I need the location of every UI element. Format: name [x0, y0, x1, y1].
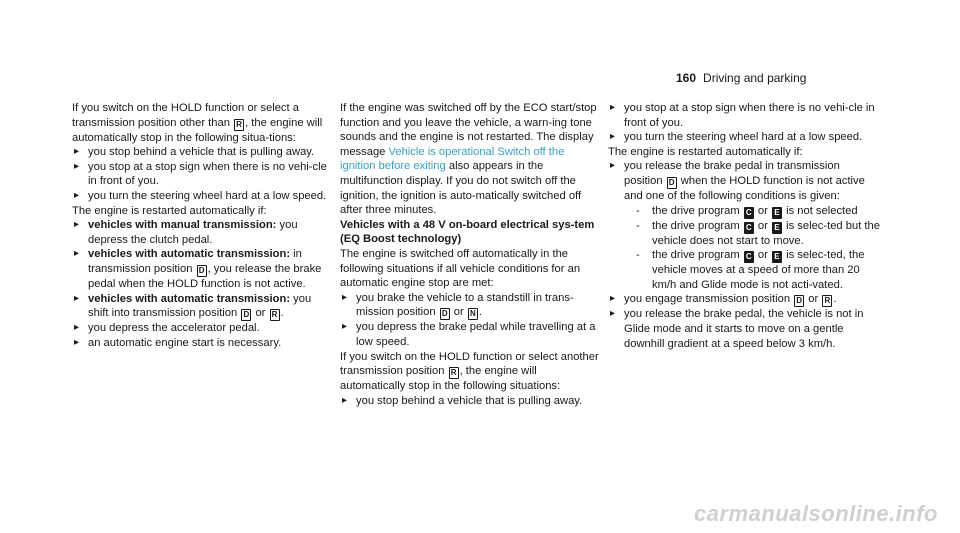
list-item: ▸ you engage transmission position D or R . — [608, 292, 880, 307]
list-item: ▸ you release the brake pedal, the vehicle is not in Glide mode and it starts to move on a gentle downhill gradient at a speed below 3 km/h. — [608, 307, 880, 351]
list-item: ▸ you stop behind a vehicle that is pulling away. — [72, 145, 334, 160]
drive-program-e-icon: E — [772, 251, 782, 263]
dash-list — [624, 204, 880, 293]
bullet-list — [72, 218, 334, 350]
transmission-d-symbol: D — [241, 309, 251, 321]
drive-program-c-icon: C — [744, 207, 754, 219]
list-item: ▸ you depress the brake pedal while travelling at a low speed. — [340, 320, 602, 349]
transmission-d-symbol: D — [440, 308, 450, 320]
drive-program-e-icon: E — [772, 222, 782, 234]
column-right — [608, 101, 880, 351]
paragraph: The engine is switched off automatically in the following situations if all vehicle conditions for an automatic engine stop are met: — [340, 247, 581, 290]
display-message: Vehicle is operational Switch off the ignition before exiting — [340, 145, 565, 173]
paragraph: The engine is restarted automatically if: — [72, 204, 267, 217]
page-number: 160 — [676, 71, 697, 85]
list-item: ▸ an automatic engine start is necessary. — [72, 336, 334, 351]
paragraph: If you switch on the HOLD function or select a transmission position other than R , the engine will automatically stop in the following situa-tions: — [72, 102, 323, 144]
transmission-r-symbol: R — [234, 119, 244, 131]
list-item: ▸ you stop behind a vehicle that is pulling away. — [340, 394, 602, 409]
bullet-list — [340, 394, 602, 409]
transmission-r-symbol: R — [270, 309, 280, 321]
list-item: ▸ vehicles with automatic transmission: in transmission position D , you release the brake pedal when the HOLD function is not active. — [72, 247, 334, 291]
transmission-d-symbol: D — [197, 265, 207, 277]
bullet-list — [608, 101, 880, 145]
column-middle — [340, 101, 602, 408]
list-item: ▸ you depress the accelerator pedal. — [72, 321, 334, 336]
list-item: ▸ you stop at a stop sign when there is no vehi-cle in front of you. — [608, 101, 880, 130]
section-title: Driving and parking — [703, 71, 807, 85]
transmission-n-symbol: N — [468, 308, 478, 320]
transmission-d-symbol: D — [794, 295, 804, 307]
transmission-r-symbol: R — [822, 295, 832, 307]
drive-program-c-icon: C — [744, 222, 754, 234]
drive-program-e-icon: E — [772, 207, 782, 219]
dash-item: - the drive program C or E is not selected — [624, 204, 880, 219]
list-item: ▸ you brake the vehicle to a standstill in trans-mission position D or N . — [340, 291, 602, 321]
column-left — [72, 101, 334, 350]
list-item: ▸ vehicles with manual transmission: you depress the clutch pedal. — [72, 218, 334, 247]
transmission-d-symbol: D — [667, 177, 677, 189]
paragraph: If you switch on the HOLD function or select another transmission position R , the engine will automatically stop in the following situations: — [340, 350, 599, 393]
drive-program-c-icon: C — [744, 251, 754, 263]
dash-item: - the drive program C or E is selec-ted but the vehicle does not start to move. — [624, 219, 880, 249]
bullet-list — [72, 145, 334, 203]
list-item: ▸ you turn the steering wheel hard at a low speed. — [608, 130, 880, 145]
page-header — [676, 70, 806, 86]
bullet-list — [608, 159, 880, 351]
dash-item: - the drive program C or E is selec-ted, the vehicle moves at a speed of more than 20 km/h and Glide mode is not acti-vated. — [624, 248, 880, 292]
paragraph: If the engine was switched off by the ECO start/stop function and you leave the vehicle, a warn-ing tone sounds and the engine is not restarted. The display message Vehicle is operational Switch off the ignition before exiting also appears in the multifunction display. If you do not switch off the ignition, the ignition is auto-matically switched off after three minutes. — [340, 102, 597, 217]
transmission-r-symbol: R — [449, 367, 459, 379]
paragraph: The engine is restarted automatically if: — [608, 145, 803, 158]
section-heading: Vehicles with a 48 V on-board electrical sys-tem (EQ Boost technology) — [340, 218, 595, 246]
list-item: ▸ you turn the steering wheel hard at a low speed. — [72, 189, 334, 204]
list-item: ▸ you stop at a stop sign when there is no vehi-cle in front of you. — [72, 160, 334, 189]
list-item: ▸ vehicles with automatic transmission: you shift into transmission position D or R . — [72, 292, 334, 322]
list-item: ▸ you release the brake pedal in transmission position D when the HOLD function is not active and one of the following conditions is given: - the drive program C or E is not selected - the drive program C or E is selec-ted but the vehicle does not start to move. - the drive program C or E is selec-ted, the vehicle moves at a speed of more than 20 km/h and Glide mode is not acti-vated. — [608, 159, 880, 292]
bullet-list — [340, 291, 602, 350]
watermark: carmanualsonline.info — [694, 501, 938, 526]
